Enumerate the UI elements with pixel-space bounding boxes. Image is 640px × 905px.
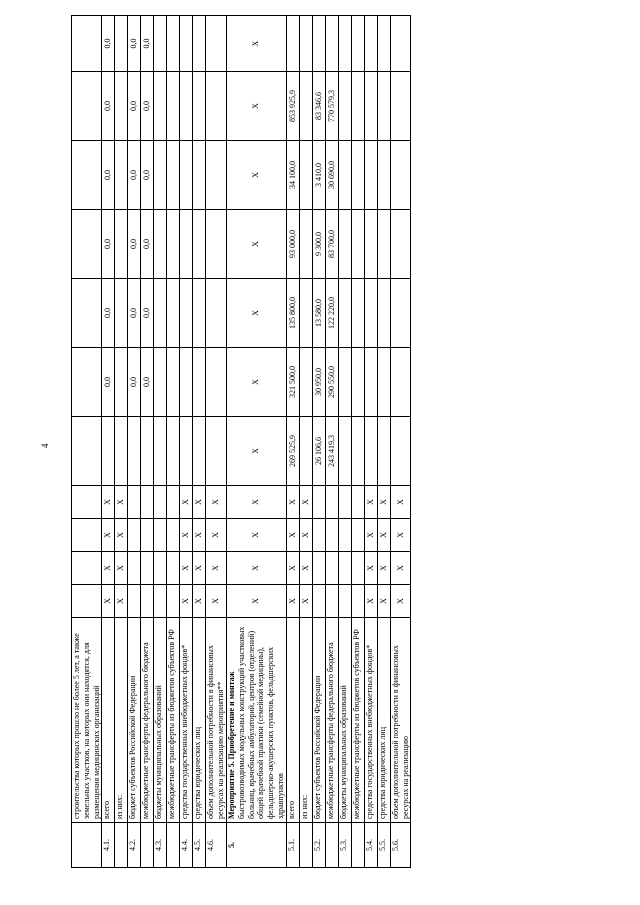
table-cell xyxy=(206,279,227,348)
table-cell xyxy=(364,72,377,141)
table-cell xyxy=(193,72,206,141)
table-cell xyxy=(115,141,128,210)
table-cell xyxy=(364,210,377,279)
rotated-table-container xyxy=(71,18,564,868)
table-cell xyxy=(167,210,180,279)
table-cell xyxy=(377,16,390,72)
table-cell: Х xyxy=(286,585,299,618)
table-cell: 93 000,0 xyxy=(286,210,299,279)
table-body xyxy=(72,16,411,868)
table-cell xyxy=(206,72,227,141)
table-cell: 0,0 xyxy=(128,16,141,72)
table-row xyxy=(226,16,286,868)
table-cell: Х xyxy=(226,210,286,279)
table-cell xyxy=(351,585,364,618)
table-cell xyxy=(206,16,227,72)
table-row xyxy=(286,16,299,868)
row-name: из них: xyxy=(115,618,128,823)
table-cell: Х xyxy=(102,519,115,552)
table-cell: 0,0 xyxy=(128,210,141,279)
table-cell: Х xyxy=(180,519,193,552)
table-cell: 269 525,9 xyxy=(286,417,299,486)
table-cell: Х xyxy=(206,486,227,519)
table-cell xyxy=(351,417,364,486)
table-cell: Х xyxy=(390,552,411,585)
table-cell xyxy=(312,552,325,585)
table-cell xyxy=(390,141,411,210)
table-cell xyxy=(128,486,141,519)
table-cell xyxy=(338,279,351,348)
table-cell: 0,0 xyxy=(102,348,115,417)
table-cell: Х xyxy=(102,585,115,618)
row-name: строительства которых прошло не более 5 лет, а также земельных участков, на которых они находятся, для размещения медицинских организаций xyxy=(72,618,102,823)
table-cell xyxy=(351,552,364,585)
row-name: всего xyxy=(286,618,299,823)
table-cell: Х xyxy=(206,552,227,585)
table-cell xyxy=(141,486,154,519)
table-cell xyxy=(299,141,312,210)
table-cell: 83 346,6 xyxy=(312,72,325,141)
table-cell: 243 419,3 xyxy=(325,417,338,486)
table-cell: Х xyxy=(390,519,411,552)
table-cell xyxy=(338,585,351,618)
table-cell: Х xyxy=(377,486,390,519)
table-row xyxy=(102,16,115,868)
table-cell: 122 220,0 xyxy=(325,279,338,348)
table-row xyxy=(364,16,377,868)
table-row xyxy=(180,16,193,868)
table-cell xyxy=(167,552,180,585)
table-cell xyxy=(390,16,411,72)
table-cell xyxy=(325,585,338,618)
table-cell: Х xyxy=(226,72,286,141)
table-cell xyxy=(154,16,167,72)
table-cell xyxy=(154,417,167,486)
table-cell xyxy=(206,141,227,210)
table-cell xyxy=(193,417,206,486)
table-cell: Х xyxy=(180,486,193,519)
table-cell xyxy=(206,348,227,417)
table-cell xyxy=(325,552,338,585)
table-cell xyxy=(299,417,312,486)
table-cell xyxy=(206,417,227,486)
table-cell xyxy=(377,72,390,141)
table-cell xyxy=(154,519,167,552)
row-number xyxy=(299,823,312,868)
table-cell: Х xyxy=(390,486,411,519)
table-cell xyxy=(180,348,193,417)
row-number: 4.6. xyxy=(206,823,227,868)
table-cell: 30 690,0 xyxy=(325,141,338,210)
table-cell xyxy=(390,72,411,141)
table-cell: Х xyxy=(299,519,312,552)
table-cell xyxy=(154,279,167,348)
table-cell xyxy=(325,16,338,72)
row-name: бюджет субъектов Российской Федерации xyxy=(312,618,325,823)
table-cell: Х xyxy=(102,486,115,519)
row-name-text: быстровозводимых модульных конструкций участковых больниц, врачебных амбулаторий, центров (отделений) общей врачебной практики (семейной медицины), фельдшерско-акушерских пунктов, фельдшерских здравпунктов xyxy=(236,626,285,819)
table-row xyxy=(299,16,312,868)
row-number xyxy=(141,823,154,868)
table-cell: 0,0 xyxy=(102,72,115,141)
table-cell xyxy=(390,348,411,417)
table-cell: Х xyxy=(226,16,286,72)
table-cell: 0,0 xyxy=(102,141,115,210)
table-cell xyxy=(72,279,102,348)
table-cell: 34 100,0 xyxy=(286,141,299,210)
table-cell xyxy=(167,16,180,72)
table-cell xyxy=(193,141,206,210)
table-cell xyxy=(351,72,364,141)
table-cell xyxy=(154,210,167,279)
table-cell: Х xyxy=(377,552,390,585)
table-cell xyxy=(377,141,390,210)
table-cell: 0,0 xyxy=(102,16,115,72)
table-cell xyxy=(180,279,193,348)
table-row xyxy=(338,16,351,868)
table-row xyxy=(351,16,364,868)
table-cell xyxy=(364,417,377,486)
table-cell: Х xyxy=(226,141,286,210)
table-cell: Х xyxy=(102,552,115,585)
table-cell xyxy=(128,552,141,585)
table-cell xyxy=(167,519,180,552)
table-row xyxy=(312,16,325,868)
table-cell xyxy=(180,210,193,279)
table-cell: 0,0 xyxy=(141,279,154,348)
table-cell xyxy=(351,210,364,279)
row-number xyxy=(167,823,180,868)
table-cell: Х xyxy=(364,486,377,519)
table-cell xyxy=(72,16,102,72)
row-name: средства юридических лиц xyxy=(193,618,206,823)
table-cell xyxy=(364,279,377,348)
table-cell: 0,0 xyxy=(141,141,154,210)
table-cell: Х xyxy=(226,585,286,618)
table-cell xyxy=(390,210,411,279)
table-cell: Х xyxy=(115,552,128,585)
table-cell xyxy=(193,279,206,348)
table-cell xyxy=(141,519,154,552)
table-cell xyxy=(377,279,390,348)
table-cell xyxy=(338,141,351,210)
table-cell xyxy=(338,519,351,552)
table-cell: Х xyxy=(180,552,193,585)
table-cell xyxy=(115,348,128,417)
table-cell xyxy=(154,552,167,585)
table-cell xyxy=(338,16,351,72)
table-row xyxy=(390,16,411,868)
table-cell: Х xyxy=(115,519,128,552)
table-cell xyxy=(154,72,167,141)
table-cell xyxy=(351,141,364,210)
table-cell xyxy=(338,210,351,279)
table-cell: Х xyxy=(193,585,206,618)
row-number xyxy=(325,823,338,868)
table-cell xyxy=(299,72,312,141)
row-number: 5.2. xyxy=(312,823,325,868)
table-cell: Х xyxy=(286,519,299,552)
table-cell xyxy=(364,141,377,210)
row-number: 5.6. xyxy=(390,823,411,868)
row-name: бюджет субъектов Российской Федерации xyxy=(128,618,141,823)
row-name: всего xyxy=(102,618,115,823)
table-row xyxy=(72,16,102,868)
table-cell: Х xyxy=(226,348,286,417)
row-number: 5.4. xyxy=(364,823,377,868)
table-cell xyxy=(167,417,180,486)
table-cell: Х xyxy=(364,585,377,618)
table-cell xyxy=(299,16,312,72)
table-cell xyxy=(128,417,141,486)
table-cell xyxy=(154,486,167,519)
table-cell: Х xyxy=(364,519,377,552)
table-cell xyxy=(72,210,102,279)
table-cell: 0,0 xyxy=(128,348,141,417)
table-cell xyxy=(299,348,312,417)
table-cell: Х xyxy=(226,417,286,486)
table-cell: Х xyxy=(299,585,312,618)
table-cell: 290 550,0 xyxy=(325,348,338,417)
table-cell: 0,0 xyxy=(102,279,115,348)
table-cell: Х xyxy=(193,486,206,519)
table-cell: 26 106,6 xyxy=(312,417,325,486)
table-cell xyxy=(167,486,180,519)
table-cell xyxy=(167,585,180,618)
table-cell: 13 580,0 xyxy=(312,279,325,348)
table-cell xyxy=(167,141,180,210)
row-name: средства государственных внебюджетных фондов* xyxy=(364,618,377,823)
table-cell xyxy=(128,519,141,552)
table-cell xyxy=(72,585,102,618)
row-number xyxy=(72,823,102,868)
table-cell xyxy=(351,486,364,519)
row-name: объем дополнительной потребности в финансовых ресурсах на реализацию мероприятия** xyxy=(206,618,227,823)
table-cell xyxy=(154,585,167,618)
table-cell xyxy=(167,348,180,417)
row-name xyxy=(226,618,286,823)
table-cell: 83 700,0 xyxy=(325,210,338,279)
table-cell: 30 950,0 xyxy=(312,348,325,417)
table-cell xyxy=(167,72,180,141)
table-cell xyxy=(72,141,102,210)
table-cell xyxy=(180,417,193,486)
table-cell: Х xyxy=(226,279,286,348)
table-cell xyxy=(325,519,338,552)
table-cell: Х xyxy=(226,552,286,585)
table-cell: 321 500,0 xyxy=(286,348,299,417)
table-cell: Х xyxy=(226,486,286,519)
table-cell: 0,0 xyxy=(128,72,141,141)
table-cell xyxy=(377,348,390,417)
row-number: 4.4. xyxy=(180,823,193,868)
row-number: 4.5. xyxy=(193,823,206,868)
table-cell: Х xyxy=(390,585,411,618)
table-cell xyxy=(141,585,154,618)
table-row xyxy=(206,16,227,868)
table-cell xyxy=(338,417,351,486)
row-name: бюджеты муниципальных образований xyxy=(338,618,351,823)
table-cell xyxy=(351,348,364,417)
table-cell: Х xyxy=(193,552,206,585)
table-cell xyxy=(115,72,128,141)
table-cell xyxy=(180,141,193,210)
table-cell: 0,0 xyxy=(141,16,154,72)
table-row xyxy=(325,16,338,868)
table-cell xyxy=(115,16,128,72)
table-cell xyxy=(141,417,154,486)
table-cell xyxy=(72,519,102,552)
table-cell xyxy=(351,279,364,348)
table-row xyxy=(115,16,128,868)
table-cell: 9 300,0 xyxy=(312,210,325,279)
table-cell: 0,0 xyxy=(102,210,115,279)
table-cell xyxy=(141,552,154,585)
table-cell: Х xyxy=(377,585,390,618)
table-cell: Х xyxy=(226,519,286,552)
table-cell xyxy=(338,486,351,519)
table-cell: Х xyxy=(299,552,312,585)
table-row xyxy=(377,16,390,868)
row-name: межбюджетные трансферты федерального бюджета xyxy=(141,618,154,823)
table-cell xyxy=(338,348,351,417)
table-cell: 0,0 xyxy=(128,141,141,210)
table-cell xyxy=(193,348,206,417)
table-cell xyxy=(193,16,206,72)
table-cell: 0,0 xyxy=(141,210,154,279)
table-cell xyxy=(180,72,193,141)
page-number: 4 xyxy=(40,443,50,448)
row-name: межбюджетные трансферты федерального бюджета xyxy=(325,618,338,823)
table-cell: Х xyxy=(193,519,206,552)
table-row xyxy=(128,16,141,868)
row-name: межбюджетные трансферты из бюджетов субъектов РФ xyxy=(167,618,180,823)
row-number: 5. xyxy=(226,823,286,868)
row-name: средства государственных внебюджетных фондов* xyxy=(180,618,193,823)
table-cell xyxy=(377,210,390,279)
table-row xyxy=(193,16,206,868)
table-cell xyxy=(128,585,141,618)
table-cell xyxy=(72,72,102,141)
table-cell xyxy=(351,16,364,72)
table-cell xyxy=(351,519,364,552)
table-cell: Х xyxy=(286,552,299,585)
table-cell xyxy=(312,519,325,552)
table-cell xyxy=(154,141,167,210)
table-cell xyxy=(299,279,312,348)
table-cell: Х xyxy=(364,552,377,585)
table-row xyxy=(167,16,180,868)
table-cell xyxy=(115,210,128,279)
row-name: средства юридических лиц xyxy=(377,618,390,823)
table-cell xyxy=(325,486,338,519)
table-cell xyxy=(115,417,128,486)
table-cell xyxy=(312,486,325,519)
table-cell: Х xyxy=(206,519,227,552)
row-number xyxy=(351,823,364,868)
table-cell: 0,0 xyxy=(128,279,141,348)
table-cell: Х xyxy=(299,486,312,519)
table-cell xyxy=(299,210,312,279)
financing-table xyxy=(71,15,411,868)
row-number: 5.3. xyxy=(338,823,351,868)
table-cell xyxy=(312,16,325,72)
table-cell: Х xyxy=(286,486,299,519)
table-cell: Х xyxy=(206,585,227,618)
table-cell xyxy=(390,417,411,486)
table-cell xyxy=(377,417,390,486)
table-cell xyxy=(154,348,167,417)
table-cell xyxy=(180,16,193,72)
table-cell: Х xyxy=(115,486,128,519)
table-cell: 770 579,3 xyxy=(325,72,338,141)
row-name: межбюджетные трансферты из бюджетов субъектов РФ xyxy=(351,618,364,823)
row-number xyxy=(115,823,128,868)
table-cell xyxy=(102,417,115,486)
table-cell xyxy=(72,486,102,519)
table-cell xyxy=(193,210,206,279)
table-cell: Х xyxy=(115,585,128,618)
table-row xyxy=(154,16,167,868)
table-cell xyxy=(72,417,102,486)
table-cell: 0,0 xyxy=(141,348,154,417)
table-cell xyxy=(286,16,299,72)
table-cell xyxy=(338,552,351,585)
table-cell: 853 925,9 xyxy=(286,72,299,141)
table-cell: 3 410,0 xyxy=(312,141,325,210)
row-number: 4.2. xyxy=(128,823,141,868)
table-cell: Х xyxy=(377,519,390,552)
table-cell: 0,0 xyxy=(141,72,154,141)
table-cell xyxy=(72,348,102,417)
table-cell xyxy=(115,279,128,348)
table-cell xyxy=(72,552,102,585)
row-number: 5.1. xyxy=(286,823,299,868)
table-cell xyxy=(338,72,351,141)
table-cell xyxy=(364,348,377,417)
row-name: объем дополнительной потребности в финансовых ресурсах на реализацию xyxy=(390,618,411,823)
table-cell: Х xyxy=(180,585,193,618)
row-number: 4.1. xyxy=(102,823,115,868)
table-cell xyxy=(206,210,227,279)
row-name-bold: Мероприятие 5. Приобретение и монтаж xyxy=(226,671,236,819)
table-cell xyxy=(390,279,411,348)
table-cell: 135 800,0 xyxy=(286,279,299,348)
row-number: 5.5. xyxy=(377,823,390,868)
table-cell xyxy=(167,279,180,348)
row-number: 4.3. xyxy=(154,823,167,868)
table-row xyxy=(141,16,154,868)
row-name: из них: xyxy=(299,618,312,823)
row-name: бюджеты муниципальных образований xyxy=(154,618,167,823)
table-cell xyxy=(364,16,377,72)
table-cell xyxy=(312,585,325,618)
